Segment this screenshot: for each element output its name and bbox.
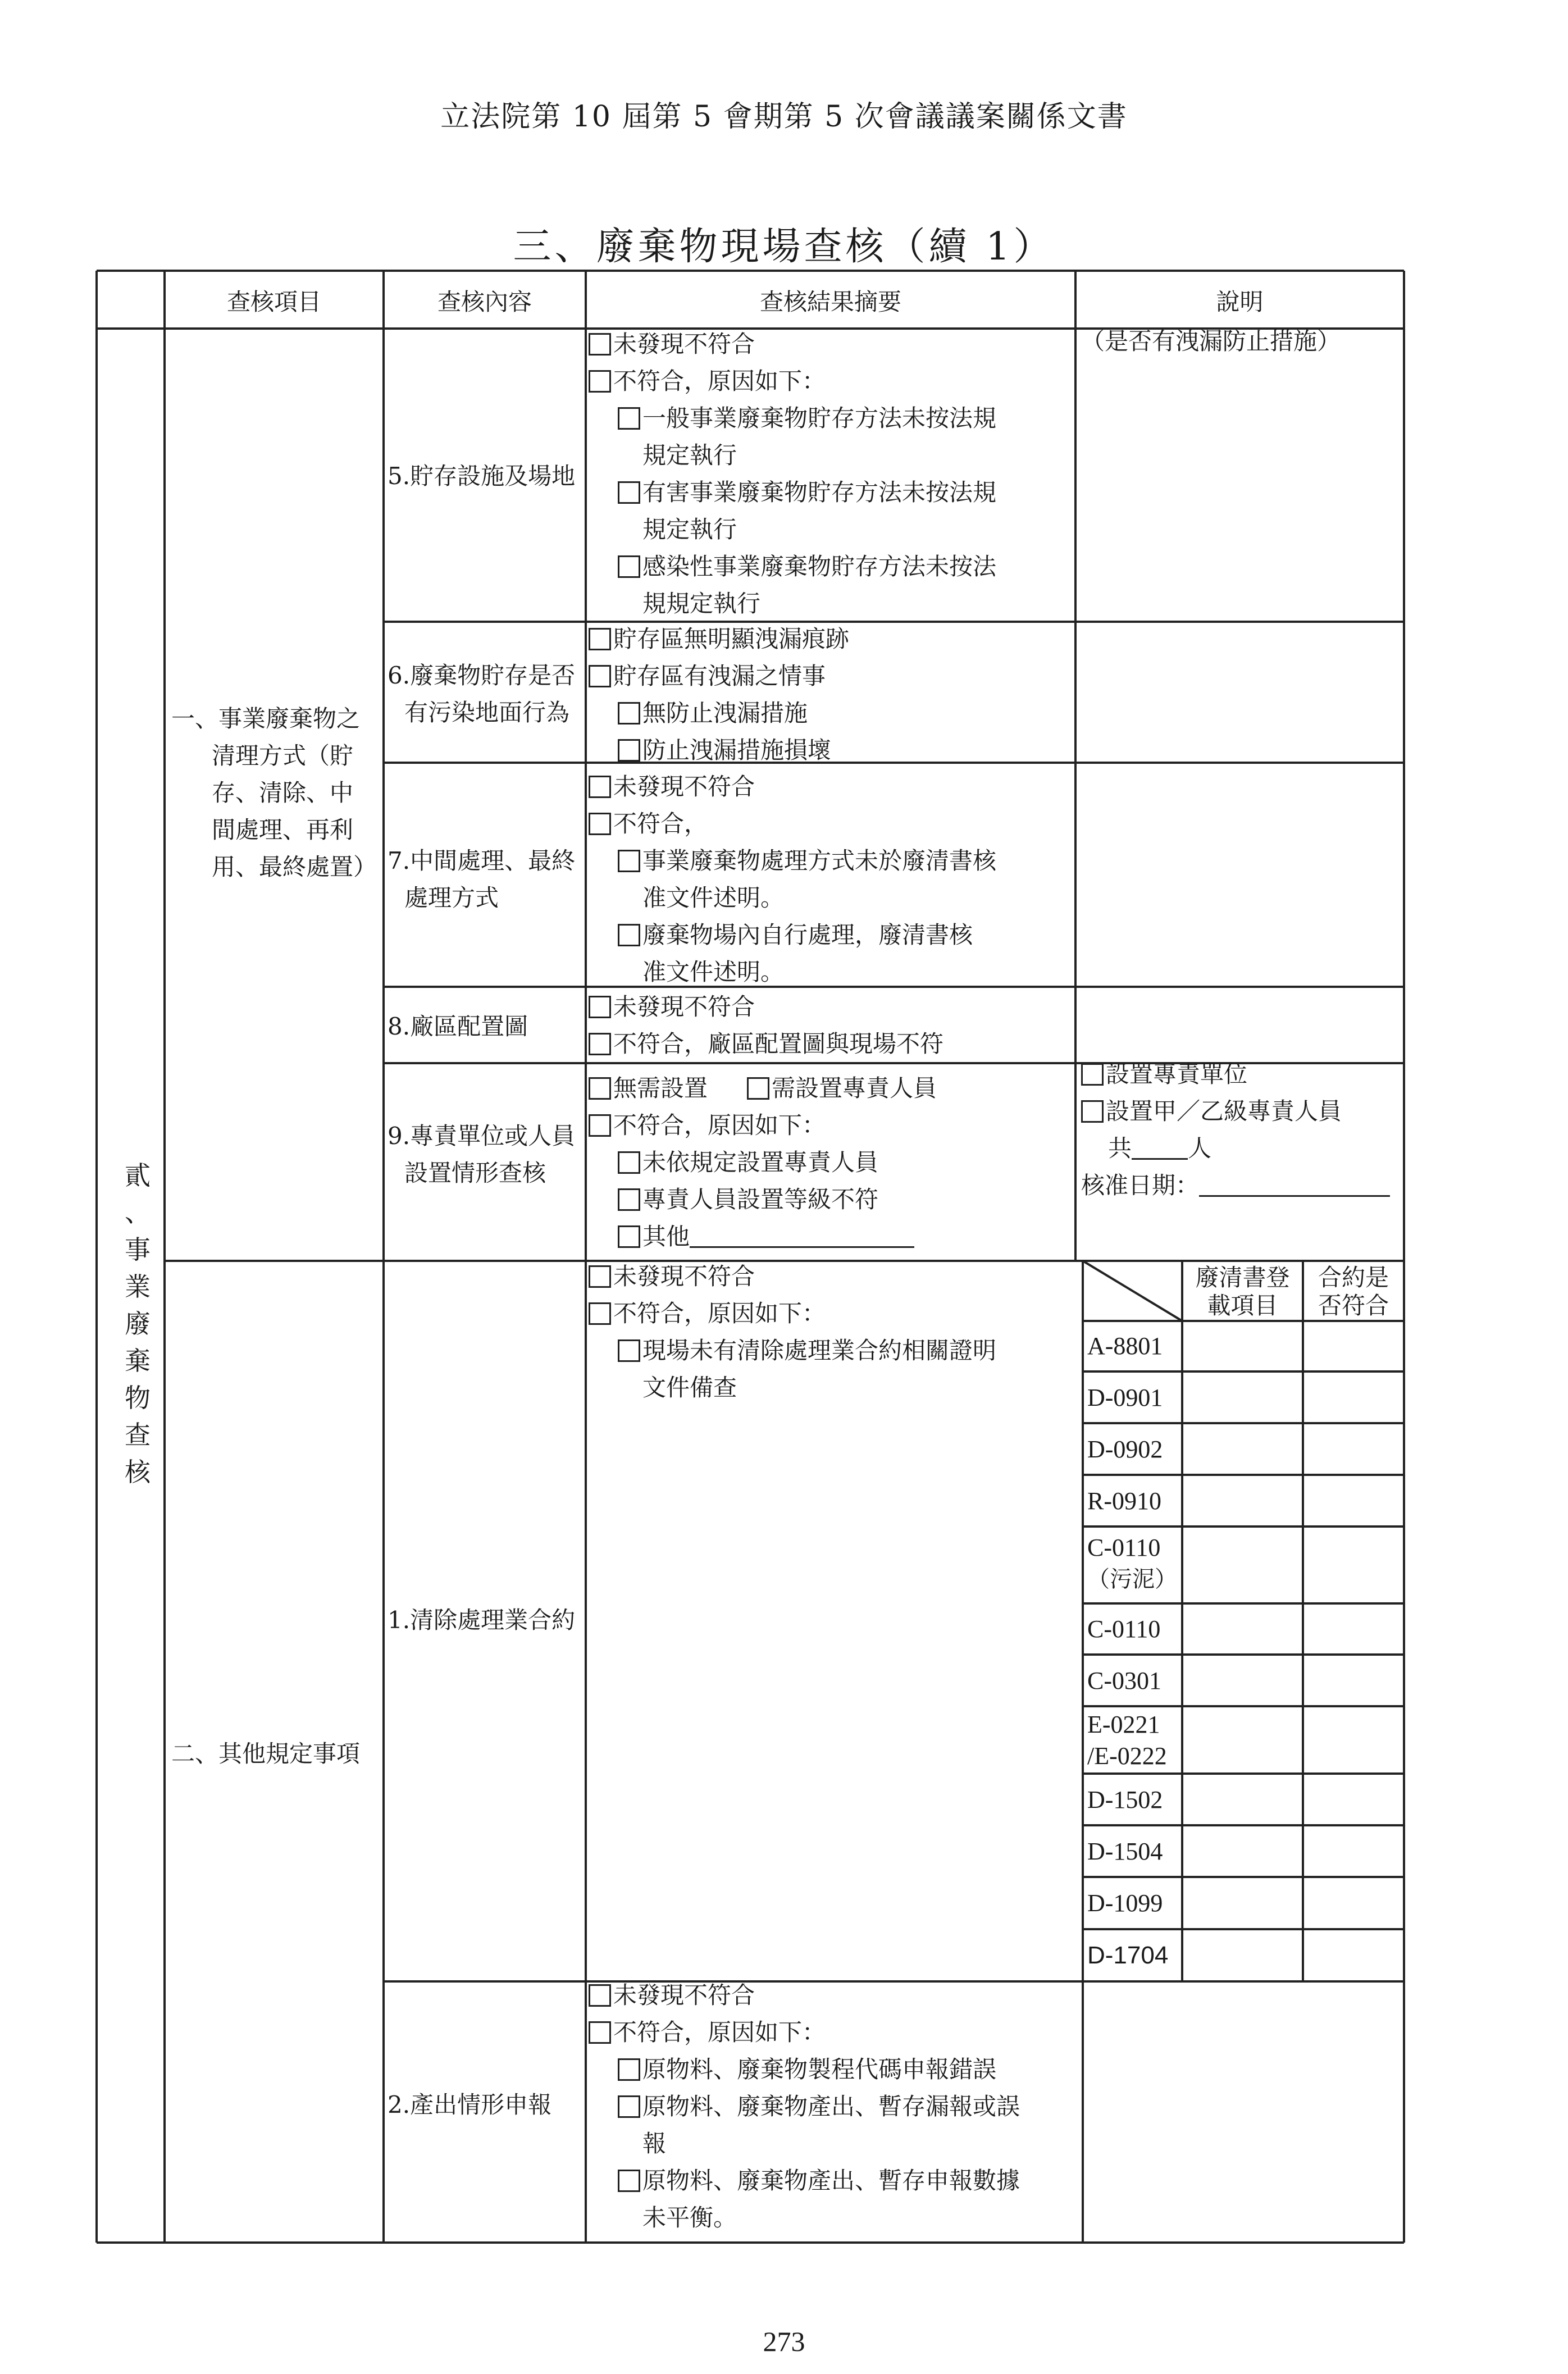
result-line [589,1181,878,1218]
result-text: 貯存區有洩漏之情事 [613,662,826,690]
checkbox[interactable] [589,333,611,356]
group1-label-line: 存、清除、中 [212,779,354,806]
option-no-need: 無需設置 [613,1074,708,1102]
checkbox[interactable] [589,1077,611,1100]
subtable-header-line: 載項目 [1207,1292,1278,1319]
code-cell: D-0901 [1087,1384,1163,1411]
section-char: 核 [125,1457,151,1487]
group1-label-line: 一、事業廢棄物之 [171,705,361,732]
result-text: 未發現不符合 [613,993,755,1020]
note-count-prefix: 共 [1108,1134,1132,1162]
other1-content: 1.清除處理業合約 [388,1606,576,1634]
page-number: 273 [763,2326,805,2357]
code-cell: D-1502 [1087,1786,1163,1813]
section-label [118,1157,157,1491]
code-cell: R-0910 [1087,1487,1161,1515]
other-blank[interactable] [690,1246,914,1248]
document-header: 立法院第 10 屆第 5 會期第 5 次會議議案關係文書 [440,100,1128,134]
result-line [589,2014,1020,2051]
item6-results [589,621,849,769]
other2-content: 2.產出情形申報 [388,2091,552,2118]
note-date: 核准日期： [1081,1172,1200,1199]
item9-content-line: 9.專責單位或人員 [388,1122,576,1150]
item5-note: （是否有洩漏防止措施） [1081,327,1341,355]
other1-results [589,1258,996,1406]
item9-options [589,1070,937,1107]
result-line [589,363,996,400]
subtable-header-line: 合約是 [1318,1264,1389,1291]
result-line [589,585,996,622]
checkbox[interactable] [618,1151,640,1174]
code-line: E-0221 [1087,1711,1160,1738]
result-text: 准文件述明。 [642,884,785,912]
item6-content-line: 6.廢棄物貯存是否 [388,662,576,689]
subtable-header-line: 否符合 [1318,1292,1389,1319]
result-line [589,917,996,954]
page-title: 三、廢棄物現場查核（續 1） [513,225,1055,269]
result-line [589,326,996,363]
result-line [589,1258,996,1295]
checkbox[interactable] [589,996,611,1018]
result-text: 廢棄物場內自行處理，廢清書核 [642,921,973,949]
result-text: 現場未有清除處理業合約相關證明 [642,1337,997,1364]
checkbox[interactable] [747,1077,769,1100]
result-line [589,400,996,437]
item5-content: 5.貯存設施及場地 [388,462,576,490]
option-other: 其他 [642,1223,690,1250]
date-blank[interactable] [1199,1195,1390,1197]
result-line [589,954,996,991]
note-unit-row [1081,1056,1390,1093]
subtable-header-item [1182,1264,1303,1320]
result-text: 准文件述明。 [642,958,785,986]
result-text: 未發現不符合 [613,773,755,800]
checkbox[interactable] [589,665,611,687]
code-cell: D-0902 [1087,1436,1163,1463]
result-text: 不符合， [613,810,708,837]
result-text: 報 [642,2130,667,2157]
item9-results [589,1107,878,1218]
result-line [589,1107,878,1144]
section-char: 廢 [125,1309,151,1339]
result-line [589,695,849,732]
checkbox[interactable] [618,2058,640,2081]
result-line [589,658,849,695]
section-char: 棄 [125,1346,151,1376]
result-line [589,805,996,842]
checkbox[interactable] [589,813,611,835]
item8-results [589,988,943,1063]
checkbox[interactable] [618,481,640,504]
result-line [589,2125,1020,2162]
item7-results [589,768,996,991]
result-text: 未發現不符合 [613,1263,755,1290]
result-line [589,437,996,474]
result-line [589,2199,1020,2236]
code-cell: C-0110 [1087,1615,1161,1643]
code-cell: A-8801 [1087,1332,1163,1360]
option-need-staff: 需設置專責人員 [772,1074,937,1102]
result-text: 感染性事業廢棄物貯存方法未按法 [642,553,997,580]
result-text: 不符合，原因如下： [613,2018,826,2046]
column-header-note: 說明 [1216,288,1264,316]
item6-content-line: 有污染地面行為 [404,699,570,726]
count-blank[interactable] [1132,1158,1188,1160]
code-cell [1087,1709,1167,1772]
column-header-item: 查核項目 [226,288,321,316]
result-text: 未平衡。 [642,2204,737,2231]
checkbox[interactable] [618,1188,640,1211]
result-text: 未依規定設置專責人員 [642,1149,879,1176]
item5-results [589,326,996,622]
result-text: 原物料、廢棄物製程代碼申報錯誤 [642,2056,997,2083]
section-char: 物 [125,1383,151,1413]
checkbox[interactable] [618,555,640,578]
note-staff: 設置甲／乙級專責人員 [1106,1097,1342,1125]
checkbox[interactable] [618,407,640,430]
checkbox[interactable] [1081,1100,1104,1123]
item8-content: 8.廠區配置圖 [388,1013,528,1040]
checkbox[interactable] [589,1984,611,2007]
item7-content-line: 處理方式 [404,884,499,912]
checkbox[interactable] [589,1302,611,1325]
checkbox[interactable] [618,850,640,872]
code-cell [1087,1532,1177,1595]
result-line [589,768,996,805]
column-header-content: 查核內容 [437,288,532,316]
result-line [589,474,996,511]
checkbox[interactable] [1081,1063,1104,1086]
section-char: 查 [125,1420,151,1450]
result-line [589,1332,996,1369]
result-line [589,511,996,548]
result-line [589,880,996,917]
checkbox[interactable] [618,2170,640,2192]
note-count-suffix: 人 [1188,1134,1212,1162]
item9-other [589,1218,914,1255]
code-cell: D-1099 [1087,1889,1163,1917]
result-text: 不符合，原因如下： [613,1111,826,1139]
result-text: 專責人員設置等級不符 [642,1186,879,1213]
result-text: 防止洩漏措施損壞 [642,736,832,764]
result-text: 有害事業廢棄物貯存方法未按法規 [642,479,997,506]
group1-label-line: 清理方式（貯 [212,742,354,769]
code-line: /E-0222 [1087,1742,1167,1770]
item9-content-line: 設置情形查核 [404,1159,546,1187]
result-line [589,2162,1020,2199]
item9-content [388,1118,575,1192]
result-text: 規定執行 [642,441,737,469]
group2-label: 二、其他規定事項 [171,1740,361,1767]
section-char: 事 [125,1234,151,1265]
item9-notes [1081,1056,1390,1204]
group1-label-line: 用、最終處置） [212,853,377,881]
item7-content-line: 7.中間處理、最終 [388,847,576,874]
checkbox[interactable] [589,2021,611,2044]
column-header-result: 查核結果摘要 [759,288,901,316]
result-line [589,1977,1020,2014]
subtable-header-match [1303,1264,1404,1320]
other2-results [589,1977,1020,2236]
note-unit: 設置專責單位 [1106,1060,1248,1088]
result-line [589,732,849,769]
result-line [589,1026,943,1063]
checkbox[interactable] [589,1033,611,1055]
result-text: 原物料、廢棄物產出、暫存申報數據 [642,2167,1020,2194]
item6-content [388,657,575,731]
result-text: 未發現不符合 [613,1981,755,2009]
checkbox[interactable] [589,776,611,798]
note-staff-row [1081,1093,1390,1130]
result-text: 規規定執行 [642,590,761,617]
checkbox[interactable] [589,1114,611,1137]
note-count-row [1081,1130,1390,1167]
note-date-row [1081,1167,1390,1204]
checkbox[interactable] [618,702,640,724]
result-line [589,1369,996,1406]
checkbox[interactable] [589,628,611,650]
group1-label [171,700,377,886]
result-line [589,1144,878,1181]
result-text: 不符合，原因如下： [613,367,826,395]
checkbox[interactable] [618,2095,640,2118]
result-text: 規定執行 [642,516,737,543]
section-char: 、 [125,1197,151,1228]
subtable-header-line: 廢清書登 [1195,1264,1290,1291]
result-text: 原物料、廢棄物產出、暫存漏報或誤 [642,2093,1020,2120]
checkbox[interactable] [618,1225,640,1248]
result-line [589,842,996,880]
group1-label-line: 間處理、再利 [212,816,354,844]
item9-option-row [589,1070,937,1107]
checkbox[interactable] [618,739,640,762]
checkbox[interactable] [618,1339,640,1362]
result-text: 未發現不符合 [613,330,755,358]
result-line [589,2088,1020,2125]
result-text: 貯存區無明顯洩漏痕跡 [613,625,850,653]
result-text: 一般事業廢棄物貯存方法未按法規 [642,404,997,432]
code-cell: D-1704 [1087,1942,1169,1969]
checkbox[interactable] [618,924,640,946]
checkbox[interactable] [589,1265,611,1288]
code-cell: D-1504 [1087,1838,1163,1865]
result-line [589,621,849,658]
section-char: 貳 [125,1160,151,1191]
result-line [589,2051,1020,2088]
checkbox[interactable] [589,370,611,393]
result-text: 事業廢棄物處理方式未於廢清書核 [642,847,997,874]
result-line [589,988,943,1026]
item7-content [388,842,575,917]
result-text: 不符合，廠區配置圖與現場不符 [613,1030,944,1058]
result-text: 無防止洩漏措施 [642,699,808,727]
result-text: 文件備查 [642,1374,737,1401]
code-cell: C-0301 [1087,1667,1161,1694]
code-line: C-0110 [1087,1534,1161,1561]
result-line [589,548,996,585]
result-text: 不符合，原因如下： [613,1300,826,1327]
section-char: 業 [125,1272,151,1302]
code-line: （污泥） [1087,1566,1177,1592]
result-line [589,1295,996,1332]
